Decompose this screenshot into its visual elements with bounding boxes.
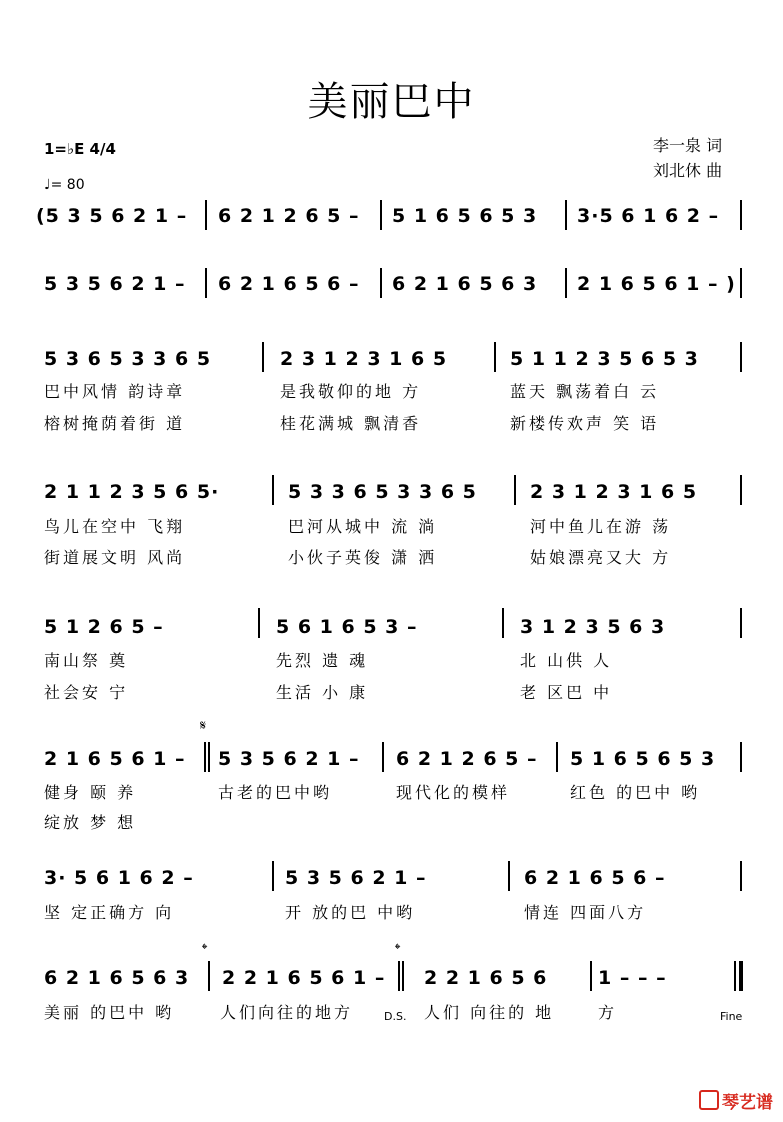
bar-line: [502, 608, 504, 638]
bar-line: [272, 475, 274, 505]
measure-notes: 3·5 6 1 6 2 –: [577, 205, 720, 227]
lyric-line-2: 桂花满城 飘清香: [280, 414, 422, 433]
measure-notes: 2 3 1 2 3 1 6 5: [280, 348, 448, 370]
bar-line: [740, 475, 742, 505]
measure-notes: 6 2 1 6 5 6 –: [524, 867, 666, 889]
lyric-line-1: 河中鱼儿在游 荡: [530, 517, 672, 536]
measure-notes: 6 2 1 2 6 5 –: [218, 205, 360, 227]
measure-notes: 1 – – –: [598, 967, 667, 989]
bar-line: [740, 861, 742, 891]
bar-line: [740, 200, 742, 230]
measure-notes: 5 3 6 5 3 3 6 5: [44, 348, 212, 370]
lyric-line-1: 是我敬仰的地 方: [280, 382, 422, 401]
lyric-line-1: 现代化的模样: [396, 783, 511, 802]
measure-notes: 5 1 6 5 6 5 3: [570, 748, 716, 770]
lyric-line-1: 情连 四面八方: [524, 903, 647, 922]
measure-notes: 6 2 1 6 5 6 3: [392, 273, 538, 295]
lyric-line-1: 红色 的巴中 哟: [570, 783, 701, 802]
bar-line: [565, 268, 567, 298]
logo-text: 琴艺谱: [722, 1093, 773, 1113]
lyric-line-2: 姑娘漂亮又大 方: [530, 548, 672, 567]
measure-notes: 3· 5 6 1 6 2 –: [44, 867, 194, 889]
bar-line: [740, 742, 742, 772]
lyric-line-2: 榕树掩荫着街 道: [44, 414, 186, 433]
measure-notes: 5 6 1 6 5 3 –: [276, 616, 418, 638]
lyric-line-1: 坚 定正确方 向: [44, 903, 175, 922]
measure-notes: 6 2 1 2 6 5 –: [396, 748, 538, 770]
measure-notes: 6 2 1 6 5 6 3: [44, 967, 190, 989]
lyric-line-2: 社会安 宁: [44, 683, 129, 702]
lyric-line-1: 北 山供 人: [520, 651, 613, 670]
lyric-line-1: 开 放的巴 中哟: [285, 903, 416, 922]
lyric-line-2: 绽放 梦 想: [44, 813, 137, 832]
bar-line: [205, 268, 207, 298]
bar-line: [205, 200, 207, 230]
measure-notes: (5 3 5 6 2 1 –: [36, 205, 188, 227]
measure-notes: 2 2 1 6 5 6 1 –: [222, 967, 386, 989]
bar-line: [514, 475, 516, 505]
bar-line: [204, 742, 206, 772]
bar-line: [258, 608, 260, 638]
coda-sign: 𝄌: [395, 940, 401, 958]
measure-notes: 5 3 5 6 2 1 –: [218, 748, 360, 770]
segno-sign: 𝄋: [200, 718, 207, 734]
brand-logo: [699, 1088, 773, 1113]
lyric-line-2: 街道展文明 风尚: [44, 548, 186, 567]
composer: 刘北休 曲: [653, 161, 723, 180]
bar-line: [382, 742, 384, 772]
lyric-line-2: 生活 小 康: [276, 683, 369, 702]
repeat-bar: [398, 961, 400, 991]
measure-notes: 3 1 2 3 5 6 3: [520, 616, 666, 638]
bar-line: [380, 200, 382, 230]
lyric-line-1: 古老的巴中哟: [218, 783, 333, 802]
key-signature: 1=♭E 4/4: [44, 140, 116, 158]
lyric-line-1: 人们 向往的 地: [424, 1003, 555, 1022]
lyric-line-1: 先烈 遗 魂: [276, 651, 369, 670]
fine-marking: Fine: [720, 1010, 743, 1023]
final-bar: [734, 961, 736, 991]
bar-line: [262, 342, 264, 372]
bar-line: [208, 742, 210, 772]
measure-notes: 2 3 1 2 3 1 6 5: [530, 481, 698, 503]
measure-notes: 5 1 6 5 6 5 3: [392, 205, 538, 227]
logo-icon: [699, 1090, 719, 1110]
final-bar: [739, 961, 743, 991]
lyric-line-1: 巴中风情 韵诗章: [44, 382, 186, 401]
lyric-line-1: 人们向往的地方: [220, 1003, 354, 1022]
tempo-marking: ♩= 80: [44, 177, 85, 193]
lyric-line-2: 小伙子英俊 潇 洒: [288, 548, 438, 567]
lyric-line-1: 蓝天 飘荡着白 云: [510, 382, 660, 401]
lyric-line-1: 巴河从城中 流 淌: [288, 517, 438, 536]
lyric-line-2: 新楼传欢声 笑 语: [510, 414, 660, 433]
bar-line: [508, 861, 510, 891]
repeat-bar: [402, 961, 404, 991]
bar-line: [556, 742, 558, 772]
measure-notes: 5 3 5 6 2 1 –: [285, 867, 427, 889]
measure-notes: 6 2 1 6 5 6 –: [218, 273, 360, 295]
lyric-line-1: 健身 颐 养: [44, 783, 137, 802]
lyric-line-1: 鸟儿在空中 飞翔: [44, 517, 186, 536]
bar-line: [590, 961, 592, 991]
measure-notes: 2 1 6 5 6 1 –: [44, 748, 186, 770]
measure-notes: 2 2 1 6 5 6: [424, 967, 548, 989]
bar-line: [740, 608, 742, 638]
bar-line: [565, 200, 567, 230]
lyric-line-1: 美丽 的巴中 哟: [44, 1003, 175, 1022]
bar-line: [272, 861, 274, 891]
lyric-line-1: 南山祭 奠: [44, 651, 129, 670]
lyric-line-2: 老 区巴 中: [520, 683, 613, 702]
bar-line: [740, 268, 742, 298]
measure-notes: 2 1 1 2 3 5 6 5·: [44, 481, 220, 503]
ds-marking: D.S.: [384, 1010, 407, 1023]
lyric-line-1: 方: [598, 1003, 618, 1022]
measure-notes: 2 1 6 5 6 1 – ): [577, 273, 736, 295]
coda-sign: 𝄌: [202, 940, 208, 958]
lyricist: 李一泉 词: [653, 136, 723, 155]
bar-line: [380, 268, 382, 298]
bar-line: [208, 961, 210, 991]
bar-line: [740, 342, 742, 372]
measure-notes: 5 3 3 6 5 3 3 6 5: [288, 481, 477, 503]
measure-notes: 5 1 1 2 3 5 6 5 3: [510, 348, 699, 370]
measure-notes: 5 1 2 6 5 –: [44, 616, 164, 638]
page-title: 美丽巴中: [307, 79, 476, 125]
bar-line: [494, 342, 496, 372]
measure-notes: 5 3 5 6 2 1 –: [44, 273, 186, 295]
